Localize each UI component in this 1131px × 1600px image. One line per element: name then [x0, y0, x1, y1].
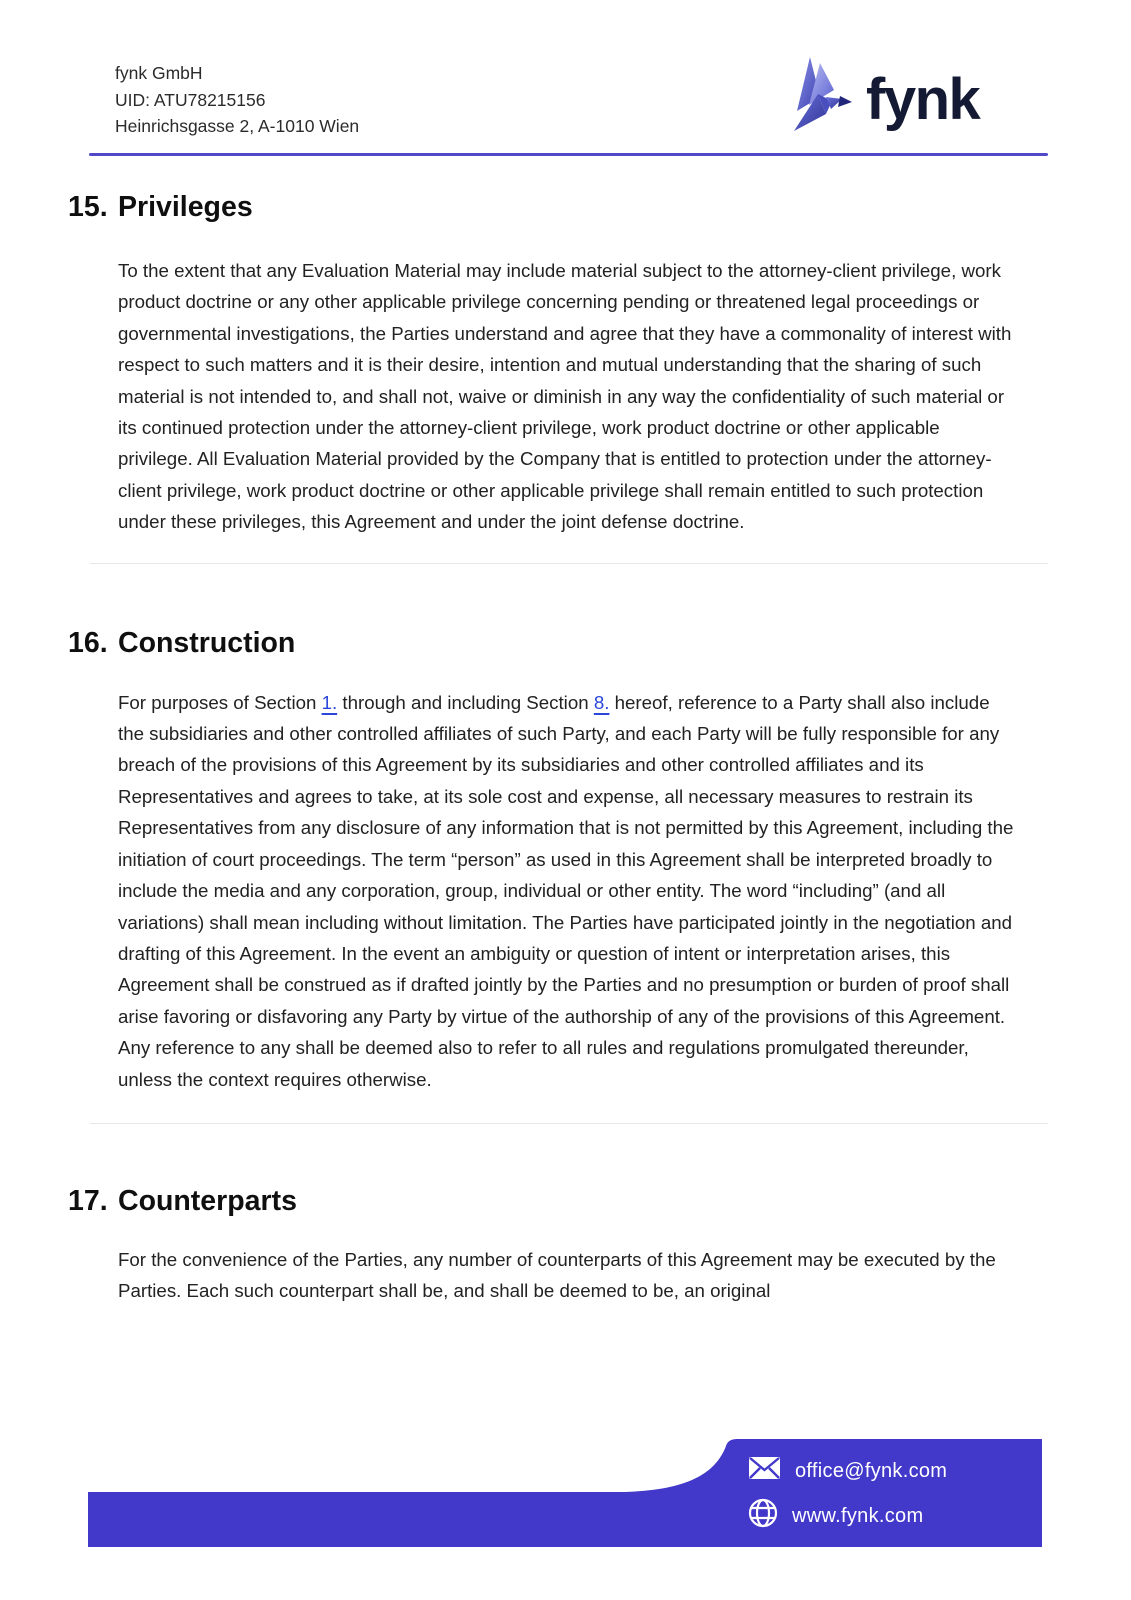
globe-icon — [748, 1498, 778, 1534]
section-divider — [90, 563, 1048, 564]
section-number: 15. — [68, 191, 108, 223]
mail-icon — [748, 1456, 781, 1486]
section-body-privileges: To the extent that any Evaluation Material may include material subject to the attorney-client privilege, work product doctrine or any other applicable privilege concerning pending or threatened legal proceedings or governmental investigations, the Parties understand and agree that they have a commonality of interest with respect to such matters and it is their desire, intention and mutual understanding that the sharing of such material is not intended to, and shall not, waive or diminish in any way the confidentiality of such material or its continued protection under the attorney-client privilege, work product doctrine or other applicable privilege. All Evaluation Material provided by the Company that is entitled to protection under the attorney-client privilege, work product doctrine or other applicable privilege shall remain entitled to such protection under these privileges, this Agreement and under the joint defense doctrine. — [118, 260, 1012, 533]
footer-contact — [748, 1455, 947, 1532]
body-text: hereof, reference to a Party shall also include the subsidiaries and other controlled affiliates of such Party, and each Party will be fully responsible for any breach of the provisions of this Agreement by its subsidiaries and other controlled affiliates and its Representatives and agrees to take, at its sole cost and expense, all necessary measures to restrain its Representatives from any disclosure of any information that is not permitted by this Agreement, including the initiation of court proceedings. The term “person” as used in this Agreement shall be interpreted broadly to include the media and any corporation, group, individual or other entity. The word “including” (and all variations) shall mean including without limitation. The Parties have participated jointly in the negotiation and drafting of this Agreement. In the event an ambiguity or question of intent or interpretation arises, this Agreement shall be construed as if drafted jointly by the Parties and no presumption or burden of proof shall arise favoring or disfavoring any Party by virtue of the authorship of any of the provisions of this Agreement. Any reference to any shall be deemed also to refer to all rules and regulations promulgated thereunder, unless the context requires otherwise. — [118, 691, 1014, 1090]
section-title: Construction — [118, 626, 296, 659]
section-body-counterparts: For the convenience of the Parties, any number of counterparts of this Agreement may be executed by the Parties. Each such counterpart shall be, and shall be deemed to be, an original — [118, 1248, 996, 1302]
section-reference-link-1[interactable]: 1. — [321, 691, 338, 713]
section-reference-link-8[interactable]: 8. — [593, 691, 610, 713]
footer-website[interactable]: www.fynk.com — [792, 1504, 924, 1527]
section-divider — [90, 1123, 1048, 1124]
section-heading-privileges — [68, 190, 1048, 224]
section-number: 16. — [68, 626, 108, 659]
section-title: Privileges — [118, 191, 253, 223]
company-info-block — [115, 60, 359, 140]
company-address: Heinrichsgasse 2, A-1010 Wien — [115, 116, 360, 136]
footer-email[interactable]: office@fynk.com — [795, 1459, 948, 1482]
footer-email-row — [748, 1455, 947, 1487]
crane-icon — [790, 56, 852, 143]
company-name: fynk GmbH — [115, 63, 203, 83]
body-text: through and including Section — [337, 691, 594, 713]
section-heading-counterparts — [68, 1184, 1048, 1218]
logo-wordmark: fynk — [866, 66, 980, 132]
document-content — [68, 180, 1048, 1307]
section-number: 17. — [68, 1184, 108, 1217]
section-heading-construction — [68, 626, 1048, 660]
body-text: For purposes of Section — [118, 691, 322, 713]
section-body-construction — [118, 687, 1018, 1095]
section-title: Counterparts — [118, 1184, 297, 1217]
company-uid: UID: ATU78215156 — [115, 89, 266, 110]
fynk-logo — [790, 56, 979, 143]
footer-shape — [0, 1430, 1131, 1550]
header-divider — [89, 153, 1048, 156]
footer-website-row — [748, 1500, 947, 1532]
